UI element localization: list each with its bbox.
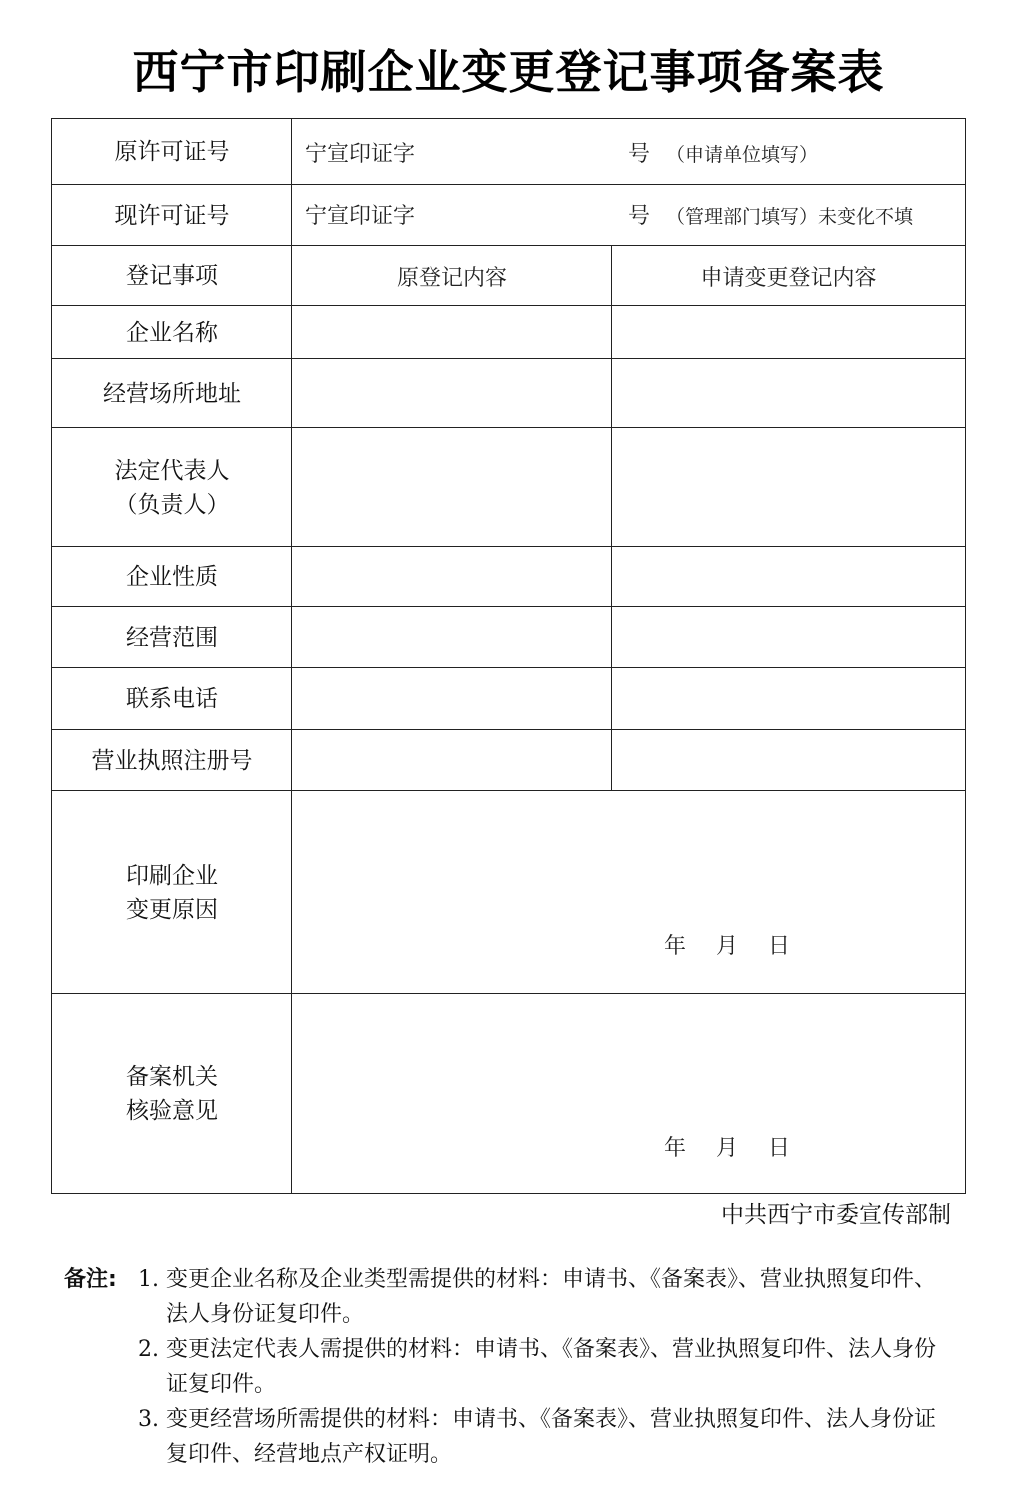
row-label-review-opinion [52,994,292,1193]
review-opinion-date [664,1131,820,1162]
change-reason-date [664,929,820,960]
row-label-business-address: 经营场所地址 [103,380,241,407]
company-type-original-field[interactable] [292,547,612,607]
legal-representative-changed-field[interactable] [612,428,965,547]
date-year: 年 [664,1136,687,1161]
original-license-number-input[interactable] [452,127,622,177]
note-text: 变更经营场所需提供的材料：申请书、《备案表》、营业执照复印件、法人身份证复印件、经营地点产权证明。 [166,1407,937,1467]
change-reason-field[interactable] [292,791,965,994]
date-month: 月 [716,934,739,959]
business-scope-changed-field[interactable] [612,607,965,668]
note-number: 2. [138,1337,159,1362]
note-text: 变更法定代表人需提供的材料：申请书、《备案表》、营业执照复印件、法人身份证复印件。 [166,1337,937,1397]
business-scope-original-field[interactable] [292,607,612,668]
business-license-number-changed-field[interactable] [612,730,965,791]
date-day: 日 [768,1136,791,1161]
document-title: 西宁市印刷企业变更登记事项备案表 [132,45,885,99]
row-label-business-scope: 经营范围 [126,624,218,651]
date-day: 日 [768,934,791,959]
original-license-suffix: 号 [628,142,651,167]
row-label-phone: 联系电话 [126,686,218,712]
company-name-changed-field[interactable] [612,306,965,359]
change-reason-label-line2: 变更原因 [126,896,218,923]
business-address-changed-field[interactable] [612,359,965,428]
change-reason-label-line1: 印刷企业 [126,862,218,889]
company-name-original-field[interactable] [292,306,612,359]
header-registration-item: 登记事项 [126,263,218,289]
review-opinion-field[interactable] [292,994,965,1193]
current-license-label: 现许可证号 [114,202,230,229]
row-label-change-reason [52,791,292,994]
business-address-original-field[interactable] [292,359,612,428]
registration-form-table [51,118,966,1194]
review-opinion-label-line2: 核验意见 [126,1097,218,1124]
note-number: 3. [138,1407,159,1432]
note-text: 变更企业名称及企业类型需提供的材料：申请书、《备案表》、营业执照复印件、法人身份证复印件。 [166,1267,937,1327]
header-original-content: 原登记内容 [396,265,507,291]
original-license-note: （申请单位填写） [666,144,819,166]
original-license-prefix: 宁宣印证字 [305,142,416,167]
date-year: 年 [664,934,687,959]
current-license-prefix: 宁宣印证字 [305,204,416,229]
review-opinion-label-line1: 备案机关 [126,1063,218,1090]
phone-changed-field[interactable] [612,668,965,730]
issuer-label: 中共西宁市委宣传部制 [721,1202,951,1228]
current-license-suffix: 号 [628,204,651,229]
row-label-legal-representative [52,428,292,547]
row-label-company-type: 企业性质 [126,564,218,590]
phone-original-field[interactable] [292,668,612,730]
current-license-note: （管理部门填写）未变化不填 [666,206,914,228]
legal-representative-label-line1: 法定代表人 [114,457,230,484]
current-license-number-input[interactable] [452,191,622,241]
original-license-label: 原许可证号 [114,139,230,165]
row-label-business-license-number: 营业执照注册号 [91,747,253,774]
legal-representative-original-field[interactable] [292,428,612,547]
note-number: 1. [138,1267,159,1292]
header-changed-content: 申请变更登记内容 [700,265,877,291]
date-month: 月 [716,1136,739,1161]
notes-heading: 备注: [64,1267,117,1292]
row-label-company-name: 企业名称 [126,319,218,346]
legal-representative-label-line2: （负责人） [114,491,230,518]
business-license-number-original-field[interactable] [292,730,612,791]
company-type-changed-field[interactable] [612,547,965,607]
